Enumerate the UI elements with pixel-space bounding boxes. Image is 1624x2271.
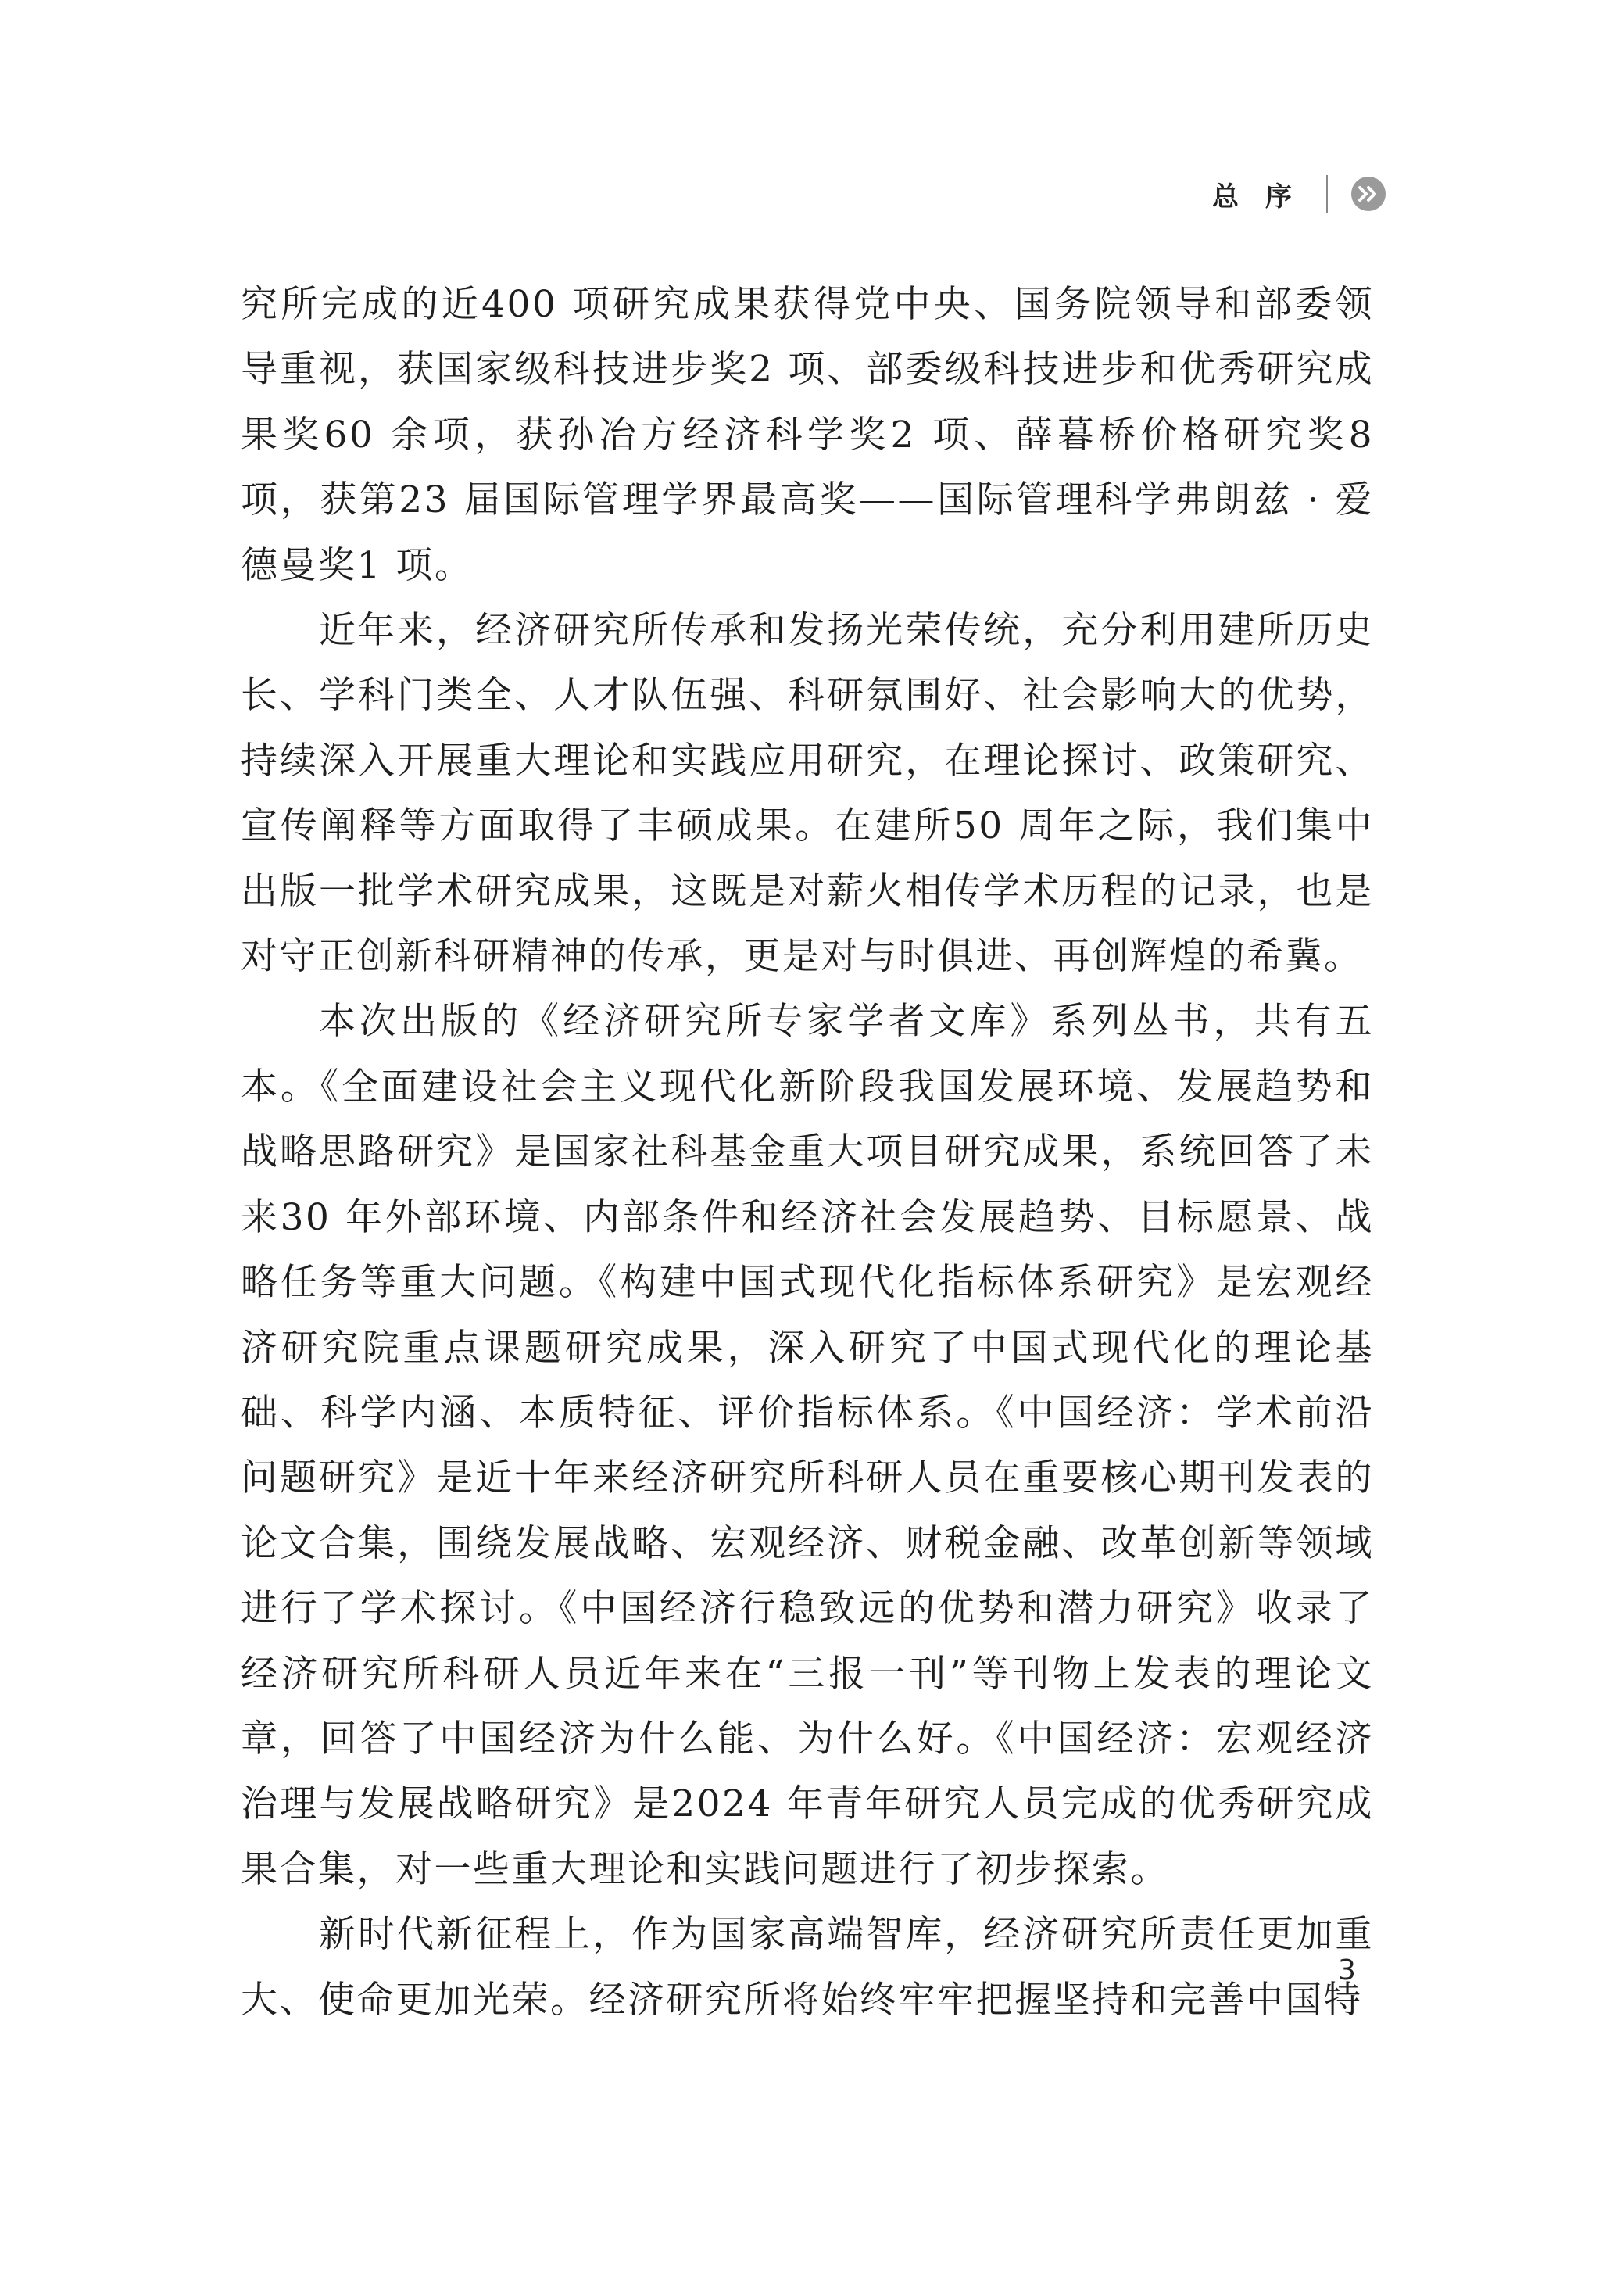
paragraph-2: 近年来，经济研究所传承和发扬光荣传统，充分利用建所历史长、学科门类全、人才队伍强、科研氛围好、社会影响大的优势，持续深入开展重大理论和实践应用研究，在理论探讨、政策研究、宣传阐释等方面取得了丰硕成果。在建所50 周年之际，我们集中出版一批学术研究成果，这既是对薪火相传学术历程的记录，也是对守正创新科研精神的传承，更是对与时俱进、再创辉煌的希冀。 [241, 609, 1374, 979]
paragraph-1: 究所完成的近400 项研究成果获得党中央、国务院领导和部委领导重视，获国家级科技进步奖2 项、部委级科技进步和优秀研究成果奖60 余项，获孙冶方经济科学奖2 项、薛暮桥价格研究奖8 项，获第23 届国际管理学界最高奖——国际管理科学弗朗兹 · 爱德曼奖1 项。 [241, 283, 1374, 587]
page-number: 3 [1338, 1954, 1356, 1986]
double-chevron-right-icon [1351, 177, 1386, 211]
header-title: 总序 [1212, 181, 1318, 213]
running-header [1212, 170, 1386, 217]
header-divider [1326, 175, 1328, 213]
paragraph-3: 本次出版的《经济研究所专家学者文库》系列丛书，共有五本。《全面建设社会主义现代化新阶段我国发展环境、发展趋势和战略思路研究》是国家社科基金重大项目研究成果，系统回答了未来30 年外部环境、内部条件和经济社会发展趋势、目标愿景、战略任务等重大问题。《构建中国式现代化指标体系研究》是宏观经济研究院重点课题研究成果，深入研究了中国式现代化的理论基础、科学内涵、本质特征、评价指标体系。《中国经济：学术前沿问题研究》是近十年来经济研究所科研人员在重要核心期刊发表的论文合集，围绕发展战略、宏观经济、财税金融、改革创新等领域进行了学术探讨。《中国经济行稳致远的优势和潜力研究》收录了经济研究所科研人员近年来在“三报一刊”等刊物上发表的理论文章，回答了中国经济为什么能、为什么好。《中国经济：宏观经济治理与发展战略研究》是2024 年青年研究人员完成的优秀研究成果合集，对一些重大理论和实践问题进行了初步探索。 [241, 1000, 1374, 1891]
paragraph-4: 新时代新征程上，作为国家高端智库，经济研究所责任更加重大、使命更加光荣。经济研究所将始终牢牢把握坚持和完善中国特 [241, 1913, 1374, 2022]
body-text [241, 272, 1374, 2033]
